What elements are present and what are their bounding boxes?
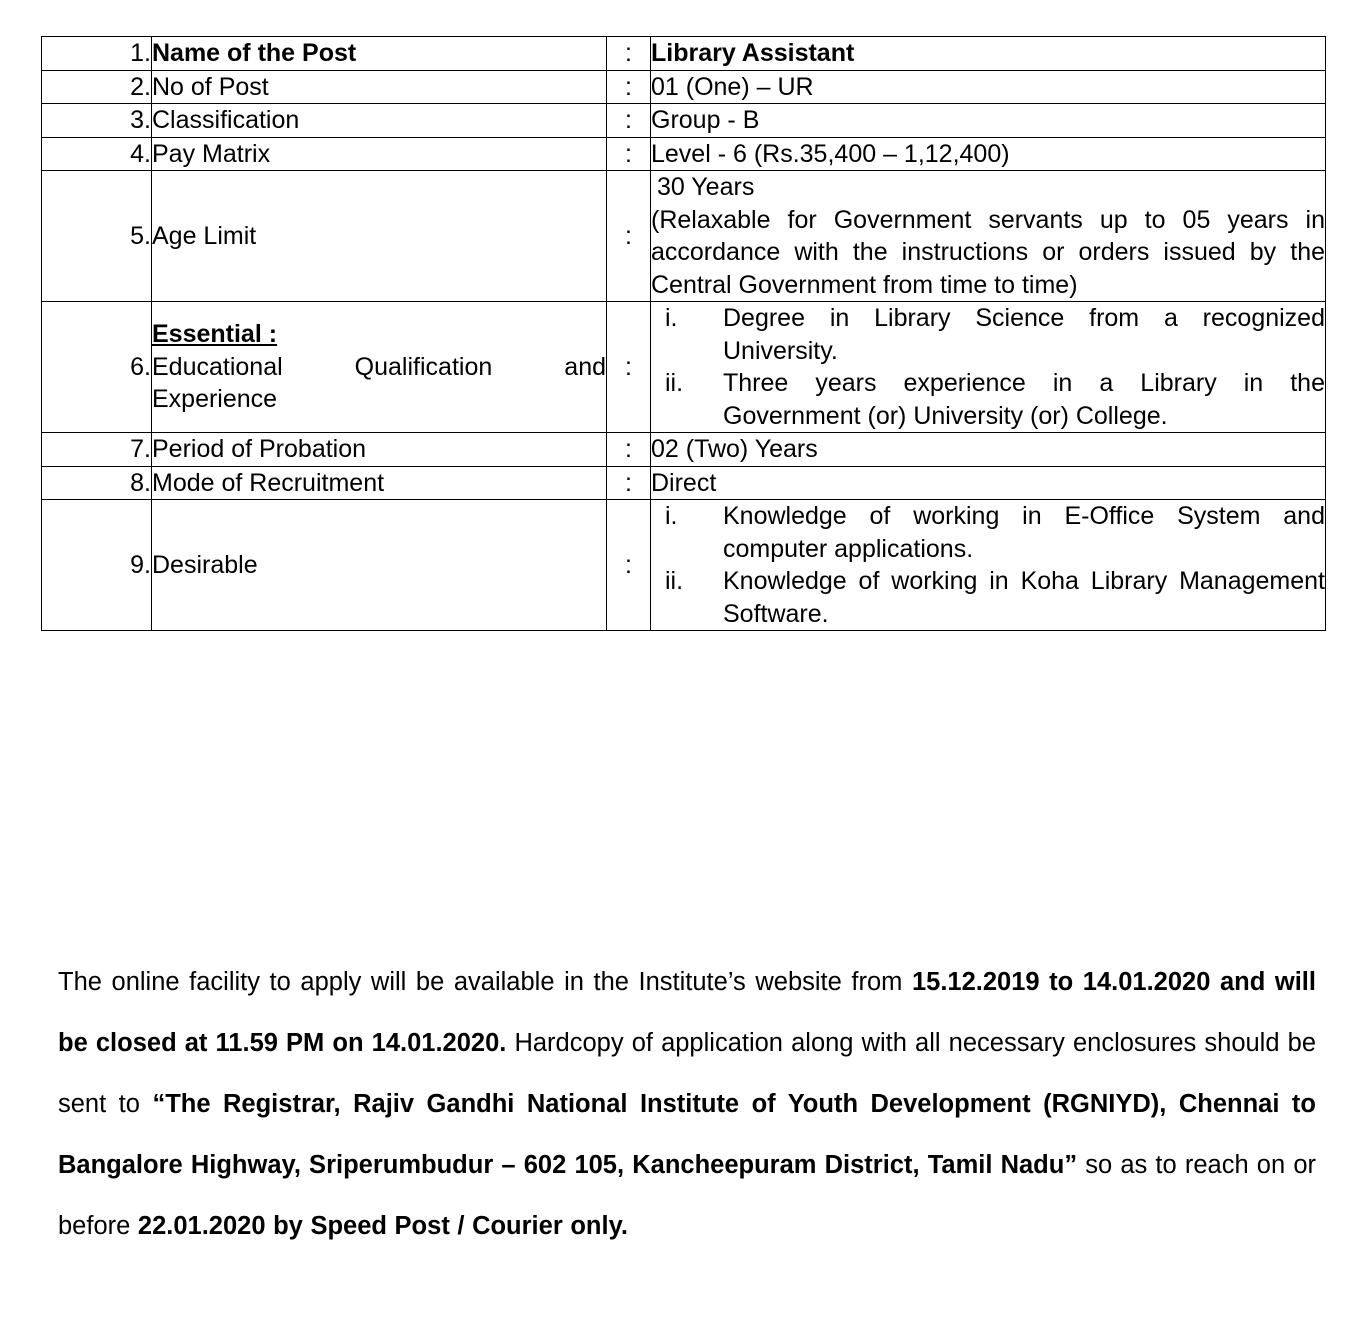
row-serial: 5. xyxy=(42,171,152,302)
notice-bold-address: “The Registrar, Rajiv Gandhi National Institute of Youth Development (RGNIYD), Chennai to Bangalore Highway, Sriperumbudur – 602 105, Kancheepuram District, Tamil Nadu” xyxy=(58,1089,1316,1179)
row-serial: 4. xyxy=(42,137,152,171)
list-item xyxy=(651,367,1325,432)
row-colon: : xyxy=(607,104,651,138)
notice-part-3: so as to reach on or before xyxy=(58,1150,1317,1240)
notice-bold-dates: 15.12.2019 to 14.01.2020 and will be closed at 11.59 PM on 14.01.2020. xyxy=(58,967,1316,1057)
row-serial: 3. xyxy=(42,104,152,138)
row-serial: 6. xyxy=(42,302,152,433)
table-row xyxy=(42,171,1326,302)
essential-heading: Essential : xyxy=(152,320,278,349)
row-label: Classification xyxy=(152,104,607,138)
age-limit-line-1: 30 Years xyxy=(657,173,755,201)
row-label: Name of the Post xyxy=(152,37,607,71)
list-marker: ii. xyxy=(665,567,684,595)
list-item xyxy=(651,302,1325,367)
row-label: Period of Probation xyxy=(152,433,607,467)
list-marker: i. xyxy=(665,502,678,530)
list-text: Three years experience in a Library in the Government (or) University (or) College. xyxy=(723,369,1325,430)
row-serial: 7. xyxy=(42,433,152,467)
notice-part-2: Hardcopy of application along with all necessary enclosures should be sent to xyxy=(58,1028,1316,1118)
row-colon: : xyxy=(607,171,651,302)
row-colon: : xyxy=(607,302,651,433)
row-value xyxy=(651,500,1326,631)
row-label-text: Educational Qualification and Experience xyxy=(152,352,606,414)
row-label: Mode of Recruitment xyxy=(152,466,607,500)
row-label: No of Post xyxy=(152,70,607,104)
row-serial: 8. xyxy=(42,466,152,500)
row-value xyxy=(651,302,1326,433)
table-row xyxy=(42,500,1326,631)
row-value xyxy=(651,171,1326,302)
table-row xyxy=(42,104,1326,138)
row-colon: : xyxy=(607,466,651,500)
row-colon: : xyxy=(607,500,651,631)
row-label: Desirable xyxy=(152,500,607,631)
list-marker: i. xyxy=(665,304,678,332)
list-item xyxy=(651,565,1325,630)
row-serial: 9. xyxy=(42,500,152,631)
row-label: Age Limit xyxy=(152,171,607,302)
row-label: Pay Matrix xyxy=(152,137,607,171)
post-details-table xyxy=(41,36,1326,631)
row-colon: : xyxy=(607,70,651,104)
age-limit-line-2: (Relaxable for Government servants up to 05 years in accordance with the instructions or orders issued by the Central Government from time to time) xyxy=(651,205,1325,299)
row-serial: 1. xyxy=(42,37,152,71)
row-value: Level - 6 (Rs.35,400 – 1,12,400) xyxy=(651,137,1326,171)
list-text: Knowledge of working in Koha Library Management Software. xyxy=(723,567,1325,628)
table-row xyxy=(42,302,1326,433)
table-row xyxy=(42,137,1326,171)
essential-list xyxy=(651,302,1325,432)
row-value: 01 (One) – UR xyxy=(651,70,1326,104)
row-value: Direct xyxy=(651,466,1326,500)
list-text: Knowledge of working in E-Office System and computer applications. xyxy=(723,502,1325,563)
desirable-list xyxy=(651,500,1325,630)
application-notice-paragraph xyxy=(58,952,1316,1257)
table-row xyxy=(42,70,1326,104)
row-colon: : xyxy=(607,37,651,71)
notice-bold-deadline: 22.01.2020 by Speed Post / Courier only. xyxy=(137,1211,628,1240)
row-colon: : xyxy=(607,433,651,467)
list-text: Degree in Library Science from a recognized University. xyxy=(723,304,1325,365)
list-marker: ii. xyxy=(665,369,684,397)
row-value: Group - B xyxy=(651,104,1326,138)
row-label xyxy=(152,302,607,433)
table-row xyxy=(42,37,1326,71)
list-item xyxy=(651,500,1325,565)
row-serial: 2. xyxy=(42,70,152,104)
row-colon: : xyxy=(607,137,651,171)
table-row xyxy=(42,433,1326,467)
table-row xyxy=(42,466,1326,500)
notice-part-1: The online facility to apply will be available in the Institute’s website from xyxy=(58,967,912,996)
row-value: 02 (Two) Years xyxy=(651,433,1326,467)
row-value: Library Assistant xyxy=(651,37,1326,71)
